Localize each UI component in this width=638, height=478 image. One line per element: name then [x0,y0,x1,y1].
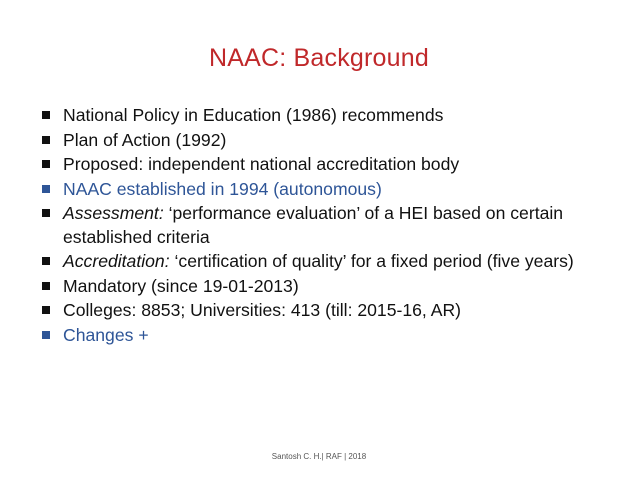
square-bullet-icon [42,136,50,144]
bullet-item [42,153,602,176]
bullet-text: Changes + [63,324,149,345]
slide-footer: Santosh C. H.| RAF | 2018 [271,452,367,461]
bullet-item [42,129,602,152]
bullet-text: Proposed: independent national accreditation body [63,154,460,175]
square-bullet-icon [42,185,50,193]
bullet-text: National Policy in Education (1986) recommends [63,105,444,125]
bullet-item [42,250,602,273]
square-bullet-icon [42,209,50,217]
bullet-item [42,275,602,298]
bullet-lead-term: Assessment: [63,203,164,224]
bullet-text: ‘certification of quality’ for a fixed period (five years) [169,251,574,272]
square-bullet-icon [42,160,50,168]
bullet-list [42,104,602,349]
slide-title: NAAC: Background [209,44,429,72]
bullet-item-highlighted [42,324,602,347]
square-bullet-icon [42,331,50,339]
square-bullet-icon [42,306,50,314]
bullet-text: ‘performance evaluation’ of a HEI based on certain established criteria [63,203,564,247]
bullet-item [42,202,602,248]
bullet-text: Plan of Action (1992) [63,129,227,150]
bullet-item [42,299,602,322]
bullet-text: Mandatory (since 19-01-2013) [63,275,299,296]
square-bullet-icon [42,111,50,119]
bullet-item-highlighted [42,178,602,201]
square-bullet-icon [42,257,50,265]
bullet-text: NAAC established in 1994 (autonomous) [63,178,382,199]
square-bullet-icon [42,282,50,290]
bullet-item [42,104,602,127]
bullet-lead-term: Accreditation: [63,251,170,272]
bullet-text: Colleges: 8853; Universities: 413 (till: 2015-16, AR) [63,300,462,321]
